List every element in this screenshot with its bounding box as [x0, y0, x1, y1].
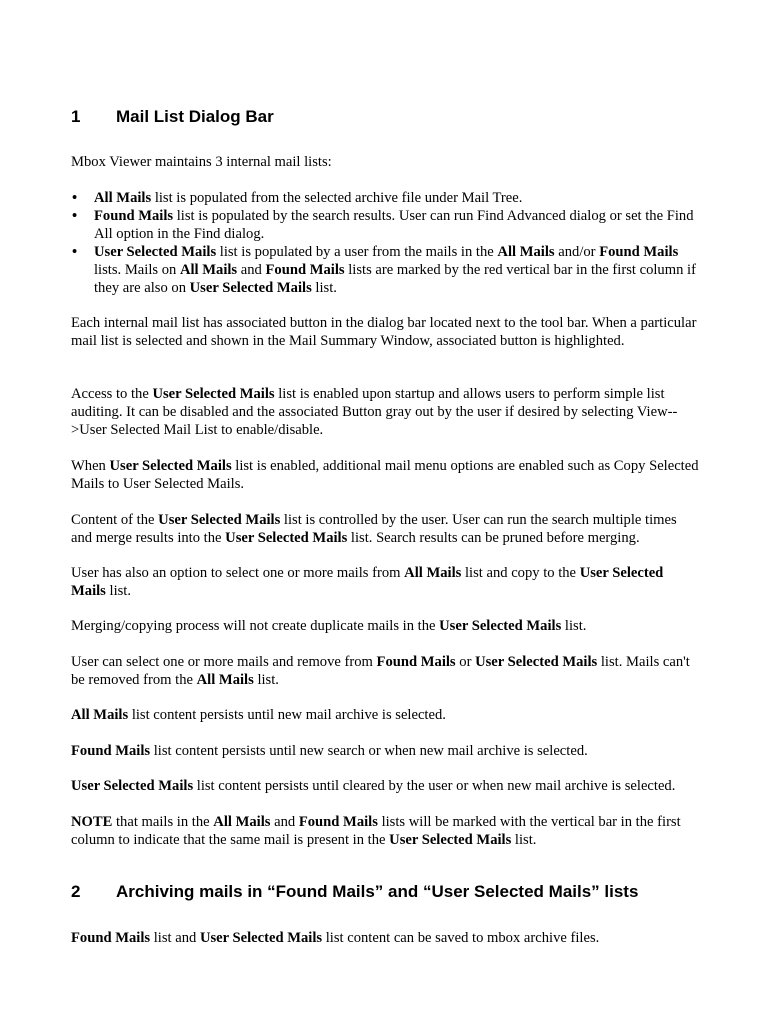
- section-2-title: Archiving mails in “Found Mails” and “User Selected Mails” lists: [116, 882, 639, 901]
- bullet-glyph: •: [72, 244, 78, 260]
- bold-text: All Mails: [94, 190, 152, 206]
- section-2-heading: [71, 882, 638, 902]
- intro-paragraph: Mbox Viewer maintains 3 internal mail lists:: [71, 154, 332, 170]
- bold-text: User Selected Mails: [158, 512, 281, 528]
- bold-text: User Selected Mails: [439, 618, 562, 634]
- text-span: Access to the: [71, 386, 153, 402]
- bold-text: User Selected Mails: [94, 244, 217, 260]
- text-span: list.: [311, 280, 337, 296]
- text-span: list content persists until cleared by the user or when new mail archive is selected.: [193, 778, 676, 794]
- paragraph-saved: [71, 929, 701, 947]
- bullet-glyph: •: [72, 190, 78, 206]
- text-span: list.: [105, 583, 132, 599]
- text-span: and: [237, 262, 266, 278]
- text-span: list content persists until new mail archive is selected.: [128, 707, 446, 723]
- text-span: and/or: [554, 244, 600, 260]
- bold-text: All Mails: [213, 814, 271, 830]
- paragraph-remove: [71, 653, 701, 689]
- section-2-number: 2: [71, 882, 81, 901]
- bold-text: User Selected Mails: [199, 930, 323, 946]
- bullet-found-mails: [72, 207, 699, 243]
- bold-text: Found Mails: [71, 930, 151, 946]
- paragraph-content-control: [71, 511, 701, 547]
- bold-text: User Selected Mails: [109, 458, 232, 474]
- bullet-user-selected-mails: [72, 243, 699, 297]
- text-span: list is controlled by the user. User can run the search multiple times and merge results into the: [71, 512, 677, 546]
- text-span: list content persists until new search or when new mail archive is selected.: [150, 743, 588, 759]
- paragraph-persist-user: [71, 777, 701, 795]
- bold-text: User Selected Mails: [225, 530, 348, 546]
- bold-text: NOTE: [71, 814, 113, 830]
- text-span: list.: [253, 672, 279, 688]
- bullet-glyph: •: [72, 208, 78, 224]
- text-span: User has also an option to select one or more mails from: [71, 565, 405, 581]
- text-span: that mails in the: [112, 814, 214, 830]
- bold-text: Found Mails: [71, 743, 151, 759]
- bold-text: Found Mails: [265, 262, 345, 278]
- text-span: list and copy to the: [461, 565, 580, 581]
- bold-text: All Mails: [179, 262, 238, 278]
- text-span: lists are marked by the red vertical bar in the first column if they are also on: [94, 262, 696, 296]
- text-span: list. Search results can be pruned before merging.: [347, 530, 640, 546]
- paragraph-persist-found: [71, 742, 701, 760]
- text-span: Merging/copying process will not create duplicate mails in the: [71, 618, 440, 634]
- text-span: list content can be saved to mbox archive files.: [322, 930, 600, 946]
- paragraph-merging: [71, 617, 701, 635]
- section-1-number: 1: [71, 107, 81, 126]
- bold-text: User Selected Mails: [389, 832, 512, 848]
- text-span: list. Mails can't be removed from the: [71, 654, 690, 688]
- text-span: User can select one or more mails and remove from: [71, 654, 377, 670]
- bold-text: Found Mails: [599, 244, 679, 260]
- bold-text: User Selected Mails: [71, 565, 664, 599]
- bold-text: Found Mails: [298, 814, 378, 830]
- text-span: and: [270, 814, 299, 830]
- section-1-title: Mail List Dialog Bar: [116, 107, 274, 126]
- text-span: list is populated by a user from the mails in the: [216, 244, 498, 260]
- text-span: When: [71, 458, 110, 474]
- text-span: lists. Mails on: [94, 262, 180, 278]
- text-span: list is enabled, additional mail menu options are enabled such as Copy Selected Mails to User Selected Mails.: [71, 458, 699, 492]
- section-1-heading: [71, 107, 274, 127]
- paragraph-note: [71, 813, 701, 849]
- bold-text: Found Mails: [94, 208, 174, 224]
- text-span: list.: [511, 832, 537, 848]
- bold-text: All Mails: [196, 672, 254, 688]
- paragraph-persist-all: [71, 706, 701, 724]
- bold-text: User Selected Mails: [475, 654, 598, 670]
- text-span: lists will be marked with the vertical bar in the first column to indicate that the same mail is present in the: [71, 814, 681, 848]
- bold-text: User Selected Mails: [189, 280, 312, 296]
- bold-text: User Selected Mails: [71, 778, 194, 794]
- bold-text: User Selected Mails: [152, 386, 275, 402]
- bold-text: All Mails: [404, 565, 462, 581]
- text-span: list.: [561, 618, 587, 634]
- paragraph-internal-lists: Each internal mail list has associated button in the dialog bar located next to the tool bar. When a particular mail list is selected and shown in the Mail Summary Window, associated button is highlighted.: [71, 315, 697, 349]
- text-span: list and: [150, 930, 200, 946]
- text-span: list is populated from the selected archive file under Mail Tree.: [151, 190, 523, 206]
- bold-text: All Mails: [497, 244, 555, 260]
- paragraph-copy-option: [71, 564, 701, 600]
- text-span: or: [455, 654, 476, 670]
- text-span: Content of the: [71, 512, 159, 528]
- bullet-all-mails: [72, 189, 699, 207]
- paragraph-access: [71, 385, 701, 439]
- text-span: list is enabled upon startup and allows users to perform simple list auditing. It can be disabled and the associated Button gray out by the user if desired by selecting View-->User Selected Mail List to enable/disable.: [71, 386, 678, 438]
- bold-text: Found Mails: [376, 654, 456, 670]
- bold-text: All Mails: [71, 707, 129, 723]
- paragraph-when-enabled: [71, 457, 701, 493]
- text-span: list is populated by the search results. User can run Find Advanced dialog or set the Find All option in the Find dialog.: [94, 208, 694, 242]
